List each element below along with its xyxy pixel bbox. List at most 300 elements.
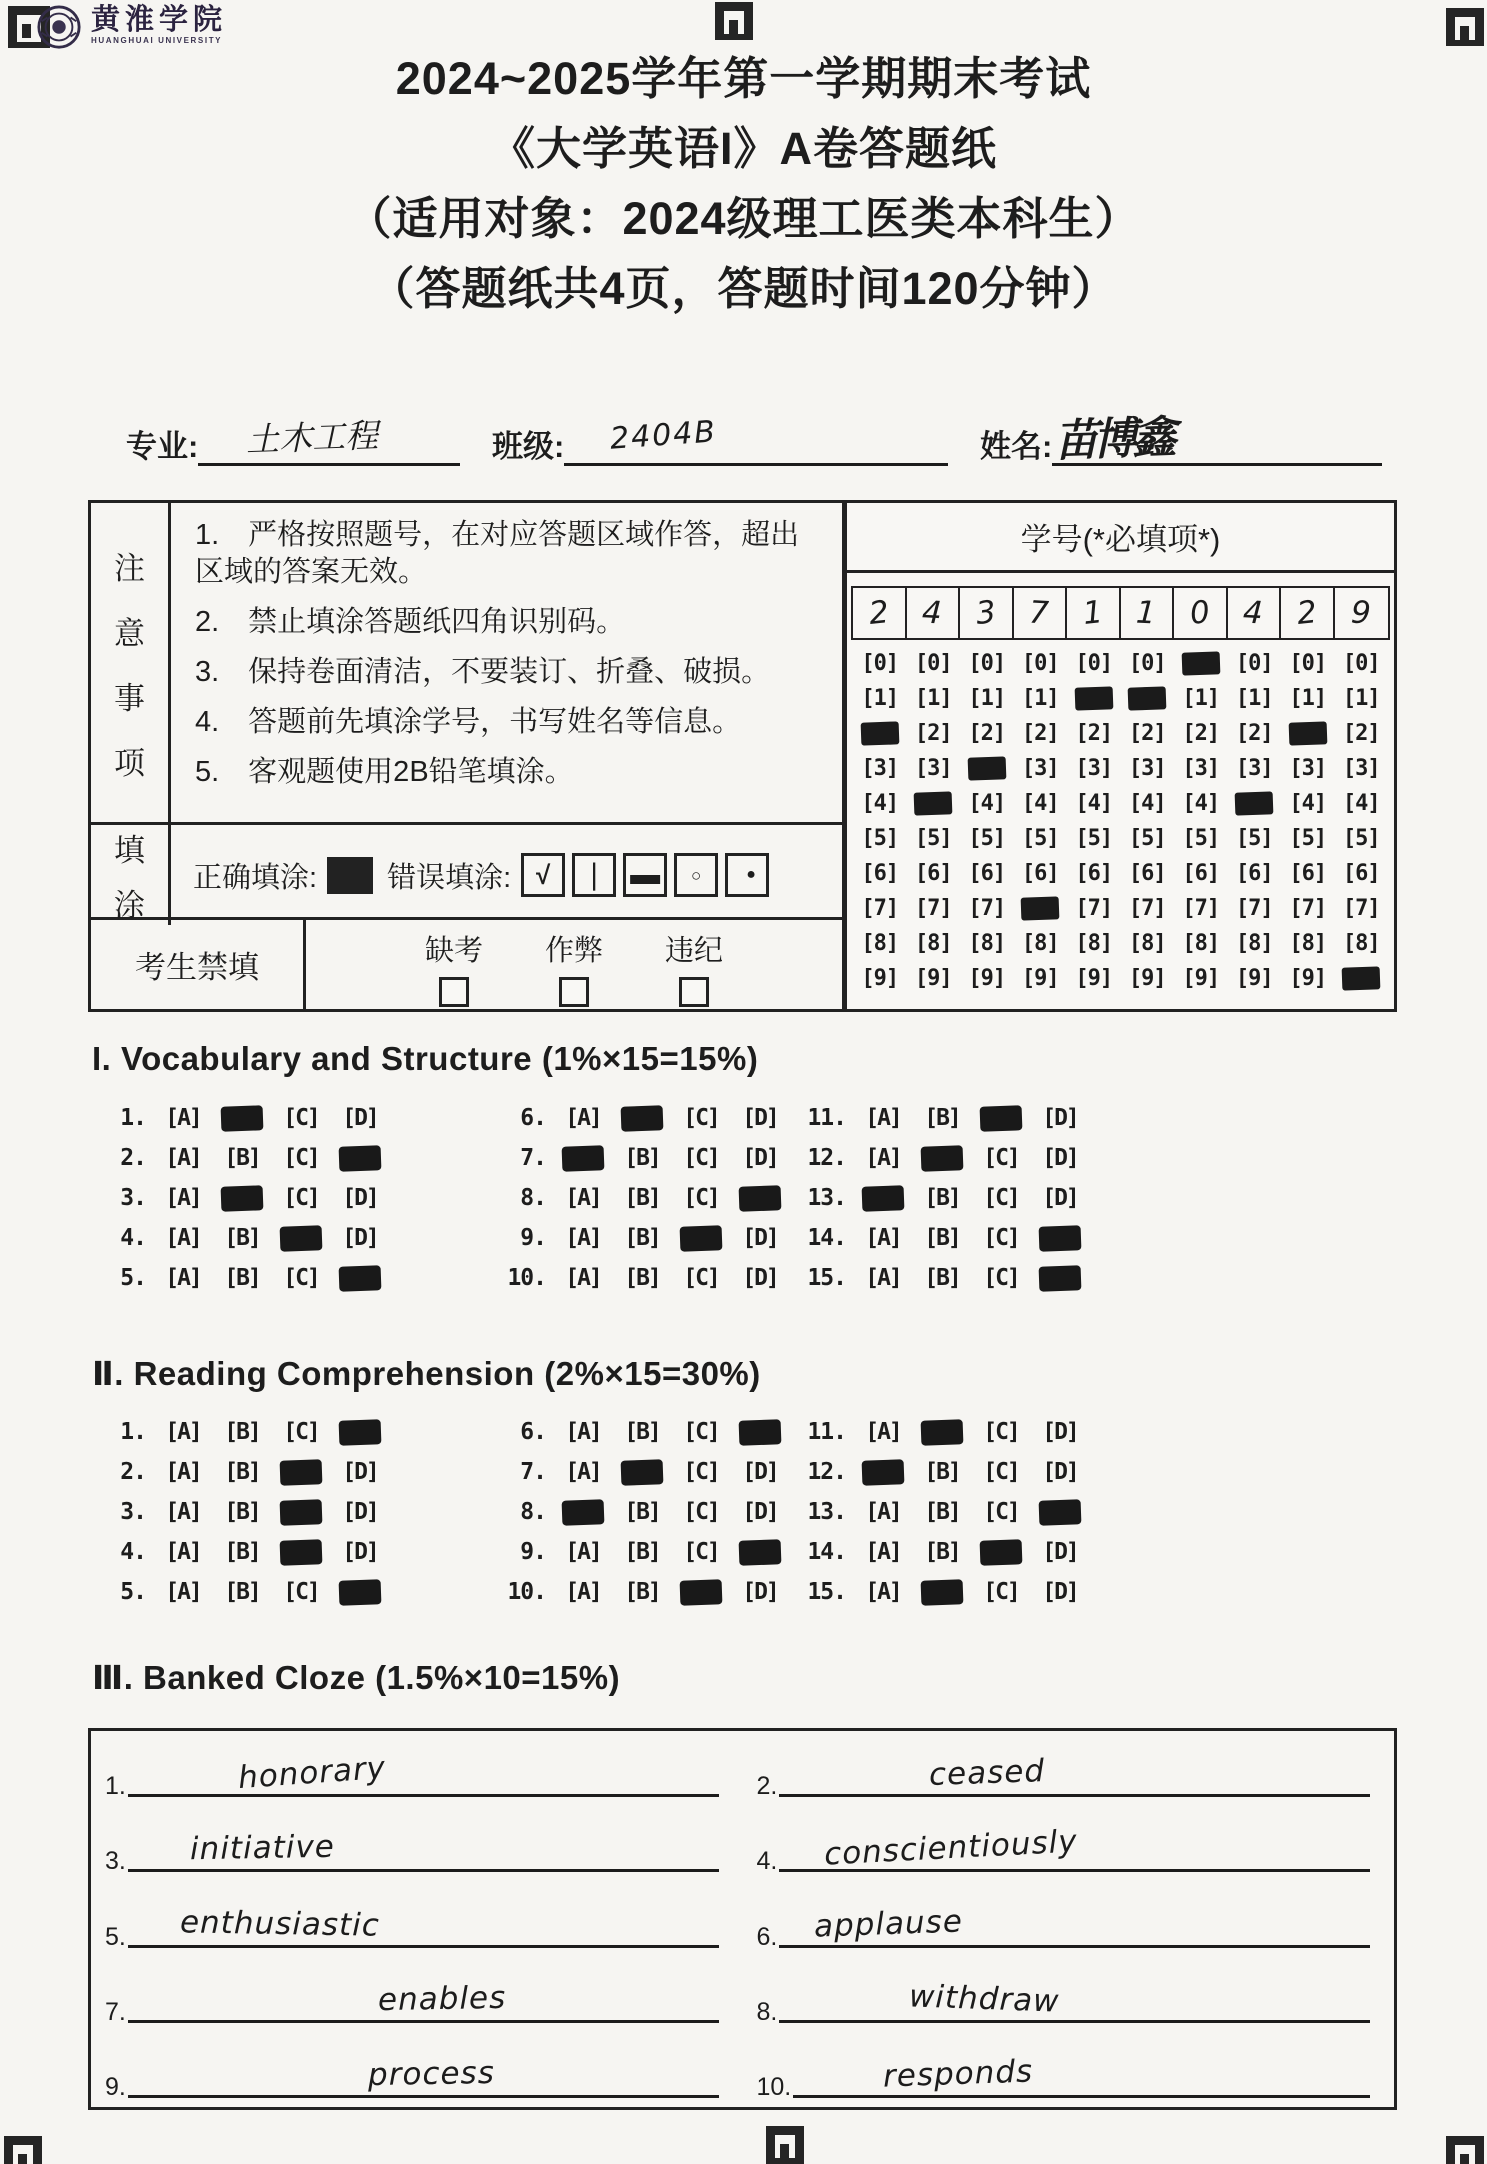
option-bubble: [A]	[565, 1539, 601, 1565]
option-bubble: [D]	[342, 1225, 378, 1251]
bubble-fill-mark	[339, 1145, 382, 1171]
exam-title-line-1: 2024~2025学年第一学期期末考试	[395, 53, 1092, 104]
question	[802, 1452, 1096, 1492]
student-id-bubble: [3]	[914, 756, 952, 781]
bubble-fill-mark	[862, 1459, 905, 1485]
question	[102, 1532, 502, 1572]
bubble-fill-mark	[739, 1419, 782, 1445]
bubble-fill-mark	[339, 1265, 382, 1291]
student-id-bubble: [6]	[1021, 861, 1059, 886]
option-bubble: [A]	[565, 1185, 601, 1211]
student-id-bubble-filled	[1121, 681, 1175, 716]
question	[102, 1492, 502, 1532]
cloze-blank-line	[128, 2033, 719, 2098]
cloze-item	[743, 1957, 1395, 2032]
option-bubble: [A]	[565, 1419, 601, 1445]
option-bubble: [B]	[924, 1185, 960, 1211]
option-bubble: [C]	[983, 1225, 1019, 1251]
student-id-bubble: [3]	[1128, 756, 1166, 781]
student-id-bubble: [1]	[1182, 686, 1220, 711]
section2-title: Ⅱ. Reading Comprehension (2%×15=30%)	[92, 1355, 761, 1392]
question-number: 2.	[120, 1145, 146, 1171]
student-id-bubble-filled	[907, 786, 961, 821]
option-bubble: [C]	[683, 1499, 719, 1525]
question	[502, 1532, 802, 1572]
student-id-bubble: [1]	[1235, 686, 1273, 711]
cloze-item	[743, 1806, 1395, 1881]
student-id-digit-cell	[1067, 588, 1121, 638]
fill-side-label	[91, 825, 171, 925]
question	[502, 1258, 802, 1298]
cloze-number: 8.	[756, 1997, 778, 2026]
option-bubble: [D]	[342, 1105, 378, 1131]
student-id-handwritten-digit: 2	[1295, 594, 1319, 632]
option-bubble: [B]	[924, 1265, 960, 1291]
student-id-bubble: [4]	[1128, 791, 1166, 816]
cloze-handwritten-answer: applause	[813, 1903, 964, 1945]
question	[102, 1258, 502, 1298]
fill-demo-row	[91, 825, 842, 923]
major-blank-line	[198, 415, 460, 466]
forbidden-checkbox	[679, 977, 709, 1007]
option-bubble: [A]	[165, 1459, 201, 1485]
wrong-fill-samples	[521, 853, 769, 897]
section1-title: I. Vocabulary and Structure (1%×15=15%)	[92, 1040, 759, 1077]
bubble-fill-mark	[280, 1499, 323, 1525]
name-field	[980, 411, 1382, 468]
student-id-bubble: [3]	[1182, 756, 1220, 781]
option-bubble-filled	[1037, 1266, 1083, 1291]
university-name-english: HUANGHUAI UNIVERSITY	[91, 36, 223, 45]
bubble-fill-mark	[967, 756, 1006, 780]
option-bubble: [B]	[224, 1579, 260, 1605]
student-id-bubble: [8]	[1342, 931, 1380, 956]
student-id-handwritten-digit: 4	[921, 594, 944, 632]
student-id-bubble: [0]	[1289, 651, 1327, 676]
option-bubble-filled	[560, 1146, 606, 1171]
student-id-bubble-filled	[1335, 961, 1389, 996]
student-id-digit-cell	[1014, 588, 1068, 638]
student-id-bubble: [4]	[1182, 791, 1220, 816]
question-number: 9.	[520, 1225, 546, 1251]
forbidden-option-label: 作弊	[544, 935, 603, 967]
bubble-fill-mark	[921, 1145, 964, 1171]
student-id-handwritten-digit: 1	[1135, 594, 1158, 632]
notice-list	[171, 503, 842, 822]
cloze-number: 9.	[105, 2072, 126, 2101]
option-bubble-filled	[278, 1500, 324, 1525]
student-id-bubble: [6]	[914, 861, 952, 886]
banked-cloze-table	[88, 1728, 1397, 2110]
option-bubble-filled	[919, 1580, 965, 1605]
student-id-bubble: [7]	[1075, 896, 1113, 921]
question-number: 8.	[520, 1499, 546, 1525]
student-id-handwritten-digit: 1	[1081, 594, 1105, 632]
student-id-bubble: [8]	[1182, 931, 1220, 956]
student-id-bubble: [8]	[1235, 931, 1273, 956]
student-id-bubble: [7]	[861, 896, 899, 921]
cloze-item	[743, 1881, 1395, 1956]
option-bubble: [C]	[683, 1419, 719, 1445]
student-id-bubble: [9]	[1075, 966, 1113, 991]
student-id-bubble: [5]	[1235, 826, 1273, 851]
student-id-bubble: [9]	[861, 966, 899, 991]
wrong-fill-glyph: ○	[690, 865, 702, 885]
student-id-bubble: [7]	[1342, 896, 1380, 921]
forbidden-option	[545, 928, 603, 1007]
question	[802, 1178, 1096, 1218]
option-bubble-filled	[278, 1460, 324, 1485]
student-id-bubble: [4]	[1075, 791, 1113, 816]
question-number: 6.	[520, 1105, 546, 1131]
question-number: 3.	[120, 1185, 146, 1211]
side-label-char: 填	[114, 833, 145, 868]
student-id-digit-cell	[960, 588, 1014, 638]
student-id-bubble-filled	[1067, 681, 1121, 716]
cloze-handwritten-answer: process	[367, 2054, 495, 2094]
bubble-fill-mark	[621, 1105, 664, 1131]
question-number: 4.	[120, 1539, 146, 1565]
student-id-bubble: [1]	[914, 686, 952, 711]
option-bubble: [A]	[165, 1539, 201, 1565]
bubble-fill-mark	[980, 1539, 1023, 1565]
student-id-bubble: [0]	[1235, 651, 1273, 676]
question-number: 6.	[520, 1419, 546, 1445]
option-bubble: [A]	[165, 1419, 201, 1445]
option-bubble: [C]	[683, 1459, 719, 1485]
option-bubble-filled	[560, 1500, 606, 1525]
student-id-handwritten-digit: 4	[1242, 594, 1265, 632]
option-bubble: [C]	[683, 1185, 719, 1211]
student-id-bubble: [5]	[1289, 826, 1327, 851]
cloze-blank-line	[793, 2033, 1370, 2098]
student-id-bubble: [9]	[1235, 966, 1273, 991]
bubble-fill-mark	[280, 1459, 323, 1485]
cloze-item	[743, 2032, 1395, 2107]
cloze-number: 6.	[756, 1922, 778, 1951]
option-bubble: [A]	[865, 1225, 901, 1251]
student-id-bubble-filled	[1014, 891, 1068, 926]
option-bubble-filled	[978, 1106, 1024, 1131]
class-label: 班级:	[492, 429, 565, 464]
notice-side-label	[91, 503, 171, 822]
side-label-char: 注	[114, 550, 145, 586]
student-id-bubble: [1]	[1289, 686, 1327, 711]
cloze-blank-line	[779, 1807, 1370, 1872]
question-number: 4.	[120, 1225, 146, 1251]
question-number: 5.	[120, 1265, 146, 1291]
student-id-bubble: [4]	[968, 791, 1006, 816]
bubble-fill-mark	[280, 1225, 323, 1251]
student-id-bubble: [2]	[1075, 721, 1113, 746]
notice-item: 1. 严格按照题号，在对应答题区域作答，超出区域的答案无效。	[195, 519, 800, 588]
notice-item: 5. 客观题使用2B铅笔填涂。	[195, 756, 574, 788]
option-bubble-filled	[337, 1266, 383, 1291]
student-id-bubble: [1]	[1021, 686, 1059, 711]
student-id-digit-cell	[1228, 588, 1282, 638]
option-bubble: [C]	[683, 1145, 719, 1171]
university-name-block	[91, 4, 227, 45]
notice-item: 2. 禁止填涂答题纸四角识别码。	[195, 606, 626, 638]
option-bubble: [B]	[624, 1419, 660, 1445]
cloze-number: 7.	[105, 1997, 126, 2026]
option-bubble: [D]	[742, 1579, 778, 1605]
student-id-digit-cell	[1174, 588, 1228, 638]
forbidden-option	[665, 928, 723, 1007]
option-bubble: [A]	[165, 1225, 201, 1251]
fill-demo-content	[171, 825, 842, 925]
student-id-bubble: [9]	[1182, 966, 1220, 991]
student-id-bubble: [4]	[1342, 791, 1380, 816]
cloze-number: 10.	[756, 2072, 792, 2101]
cloze-item	[91, 1881, 743, 1956]
cloze-blank-line	[128, 1732, 719, 1797]
student-id-bubble: [5]	[861, 826, 899, 851]
question	[102, 1178, 502, 1218]
option-bubble-filled	[919, 1420, 965, 1445]
option-bubble: [A]	[865, 1499, 901, 1525]
student-id-handwritten-digit: 9	[1350, 594, 1373, 632]
university-name-calligraphy: 黄淮学院	[91, 2, 228, 36]
option-bubble: [C]	[983, 1145, 1019, 1171]
student-id-bubble: [5]	[968, 826, 1006, 851]
option-bubble: [D]	[742, 1225, 778, 1251]
wrong-fill-label: 错误填涂:	[387, 861, 512, 894]
question-number: 12.	[807, 1145, 846, 1171]
student-id-bubble: [8]	[1021, 931, 1059, 956]
side-label-char: 意	[114, 615, 145, 651]
option-bubble: [A]	[865, 1539, 901, 1565]
option-bubble: [D]	[742, 1499, 778, 1525]
option-bubble: [B]	[624, 1225, 660, 1251]
option-bubble: [A]	[865, 1105, 901, 1131]
student-id-bubble: [8]	[861, 931, 899, 956]
student-id-handwritten-digit: 3	[974, 594, 998, 632]
cloze-number: 5.	[105, 1922, 126, 1951]
question-number: 13.	[807, 1185, 846, 1211]
option-bubble: [D]	[342, 1499, 378, 1525]
registration-mark-icon	[766, 2126, 804, 2164]
question	[502, 1098, 802, 1138]
student-id-bubble: [5]	[1182, 826, 1220, 851]
option-bubble-filled	[737, 1420, 783, 1445]
student-id-digit-cell	[1335, 588, 1389, 638]
bubble-fill-mark	[914, 791, 953, 815]
option-bubble: [A]	[865, 1145, 901, 1171]
student-id-bubble: [9]	[914, 966, 952, 991]
option-bubble: [A]	[565, 1265, 601, 1291]
option-bubble: [B]	[924, 1499, 960, 1525]
forbidden-option	[425, 928, 483, 1007]
option-bubble: [D]	[742, 1105, 778, 1131]
option-bubble: [B]	[624, 1499, 660, 1525]
option-bubble: [D]	[1042, 1105, 1078, 1131]
name-label: 姓名:	[980, 429, 1053, 464]
option-bubble-filled	[619, 1460, 665, 1485]
option-bubble: [D]	[742, 1265, 778, 1291]
student-info-row	[0, 404, 1487, 474]
question	[802, 1258, 1096, 1298]
question-number: 3.	[120, 1499, 146, 1525]
bubble-fill-mark	[1039, 1499, 1082, 1525]
cloze-handwritten-answer: conscientiously	[823, 1823, 1079, 1874]
student-id-bubble-filled	[1281, 716, 1335, 751]
option-bubble-filled	[678, 1226, 724, 1251]
option-bubble: [C]	[983, 1185, 1019, 1211]
student-id-bubble: [5]	[914, 826, 952, 851]
question	[102, 1138, 502, 1178]
option-bubble-filled	[1037, 1226, 1083, 1251]
question-number: 15.	[807, 1265, 846, 1291]
wrong-fill-sample	[521, 853, 565, 897]
bubble-fill-mark	[339, 1419, 382, 1445]
wrong-fill-sample	[623, 853, 667, 897]
section3-title: Ⅲ. Banked Cloze (1.5%×10=15%)	[92, 1659, 621, 1696]
student-id-bubble: [8]	[968, 931, 1006, 956]
option-bubble-filled	[860, 1186, 906, 1211]
option-bubble: [B]	[924, 1539, 960, 1565]
bubble-fill-mark	[1039, 1265, 1082, 1291]
bubble-fill-mark	[862, 1185, 905, 1211]
class-handwritten-value: 2404B	[609, 414, 719, 457]
student-id-bubble-grid	[853, 646, 1388, 996]
bubble-fill-mark	[1074, 686, 1113, 710]
student-id-bubble-filled	[1228, 786, 1282, 821]
student-id-handwritten-digit: 0	[1188, 594, 1212, 632]
student-id-bubble: [6]	[1128, 861, 1166, 886]
bubble-fill-mark	[860, 721, 899, 745]
student-id-bubble: [7]	[1182, 896, 1220, 921]
student-id-handwritten-digit: 2	[867, 594, 891, 632]
student-id-bubble: [8]	[914, 931, 952, 956]
option-bubble: [B]	[224, 1499, 260, 1525]
cloze-handwritten-answer: enthusiastic	[179, 1903, 381, 1944]
question-number: 12.	[807, 1459, 846, 1485]
option-bubble: [C]	[983, 1459, 1019, 1485]
bubble-fill-mark	[1021, 896, 1060, 920]
student-id-bubble: [3]	[1289, 756, 1327, 781]
student-id-bubble: [0]	[1021, 651, 1059, 676]
option-bubble-filled	[219, 1106, 265, 1131]
option-bubble-filled	[278, 1540, 324, 1565]
option-bubble: [D]	[342, 1539, 378, 1565]
forbidden-option-label: 缺考	[424, 935, 483, 967]
student-id-bubble: [3]	[1075, 756, 1113, 781]
bubble-fill-mark	[680, 1225, 723, 1251]
student-id-digit-cell	[907, 588, 961, 638]
question-number: 7.	[520, 1459, 546, 1485]
bubble-fill-mark	[739, 1185, 782, 1211]
option-bubble: [A]	[165, 1185, 201, 1211]
option-bubble: [B]	[924, 1459, 960, 1485]
examinee-forbidden-row	[91, 920, 842, 1009]
student-id-bubble: [8]	[1075, 931, 1113, 956]
bubble-fill-mark	[621, 1459, 664, 1485]
student-id-digit-cell	[1121, 588, 1175, 638]
student-id-bubble: [2]	[914, 721, 952, 746]
bubble-fill-mark	[1181, 651, 1220, 675]
bubble-fill-mark	[339, 1579, 382, 1605]
question	[102, 1218, 502, 1258]
cloze-blank-line	[128, 1883, 719, 1948]
bubble-fill-mark	[280, 1539, 323, 1565]
option-bubble: [A]	[565, 1105, 601, 1131]
option-bubble-filled	[737, 1186, 783, 1211]
student-id-bubble: [6]	[1342, 861, 1380, 886]
cloze-blank-line	[128, 1958, 719, 2023]
student-id-bubble: [6]	[1075, 861, 1113, 886]
student-id-bubble: [6]	[1182, 861, 1220, 886]
option-bubble: [D]	[342, 1459, 378, 1485]
student-id-bubble: [8]	[1289, 931, 1327, 956]
cloze-item	[91, 2032, 743, 2107]
student-id-bubble: [5]	[1342, 826, 1380, 851]
student-id-bubble: [6]	[1289, 861, 1327, 886]
student-id-bubble: [5]	[1021, 826, 1059, 851]
cloze-item	[91, 1806, 743, 1881]
option-bubble: [C]	[983, 1265, 1019, 1291]
exam-title-line-4: （答题纸共4页，答题时间120分钟）	[369, 263, 1118, 314]
cloze-item	[743, 1731, 1395, 1806]
option-bubble: [A]	[865, 1419, 901, 1445]
question	[802, 1098, 1096, 1138]
cloze-item	[91, 1731, 743, 1806]
student-id-bubble: [0]	[914, 651, 952, 676]
question-number: 15.	[807, 1579, 846, 1605]
wrong-fill-sample	[725, 853, 769, 897]
question-number: 8.	[520, 1185, 546, 1211]
question-number: 2.	[120, 1459, 146, 1485]
forbidden-option-label: 违纪	[665, 935, 724, 967]
registration-mark-icon	[1446, 8, 1484, 46]
option-bubble: [C]	[283, 1185, 319, 1211]
student-id-bubble: [0]	[1075, 651, 1113, 676]
option-bubble: [B]	[224, 1265, 260, 1291]
name-blank-line	[1052, 411, 1382, 468]
class-field	[492, 414, 948, 466]
bubble-fill-mark	[1288, 721, 1327, 745]
bubble-fill-mark	[921, 1419, 964, 1445]
student-id-handwritten-digit: 7	[1028, 594, 1051, 632]
major-field	[126, 415, 460, 466]
forbidden-checkbox	[439, 977, 469, 1007]
wrong-fill-glyph: ●	[746, 866, 756, 883]
option-bubble: [B]	[624, 1185, 660, 1211]
option-bubble: [B]	[924, 1105, 960, 1131]
option-bubble: [D]	[1042, 1579, 1078, 1605]
student-id-bubble-filled	[1174, 646, 1228, 681]
option-bubble: [B]	[624, 1539, 660, 1565]
notice-item: 4. 答题前先填涂学号，书写姓名等信息。	[195, 706, 742, 738]
option-bubble: [A]	[865, 1265, 901, 1291]
student-id-bubble: [4]	[861, 791, 899, 816]
student-id-bubble: [5]	[1075, 826, 1113, 851]
option-bubble: [C]	[683, 1539, 719, 1565]
option-bubble: [C]	[283, 1419, 319, 1445]
cloze-handwritten-answer: ceased	[928, 1753, 1046, 1794]
student-id-title: 学号(*必填项*)	[847, 503, 1394, 573]
cloze-handwritten-answer: enables	[377, 1979, 507, 2018]
cloze-number: 3.	[105, 1847, 126, 1876]
option-bubble-filled	[337, 1580, 383, 1605]
option-bubble: [A]	[165, 1265, 201, 1291]
option-bubble: [A]	[165, 1145, 201, 1171]
question	[502, 1492, 802, 1532]
option-bubble: [B]	[224, 1459, 260, 1485]
question	[102, 1452, 502, 1492]
question-number: 10.	[507, 1579, 546, 1605]
option-bubble-filled	[978, 1540, 1024, 1565]
